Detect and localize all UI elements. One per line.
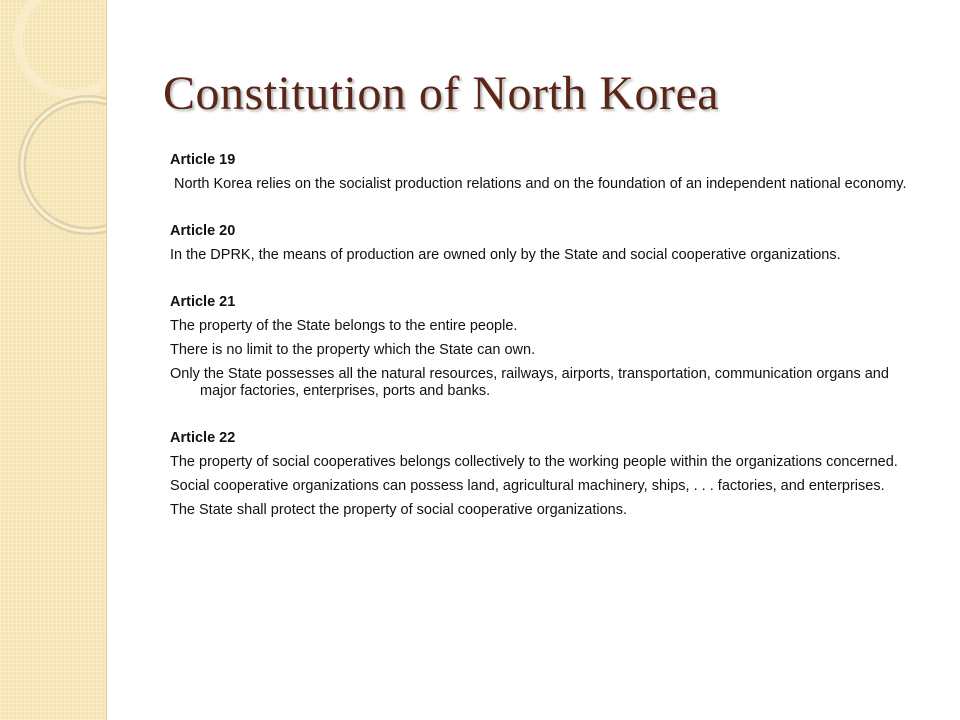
article-paragraph: Only the State possesses all the natural resources, railways, airports, transportation, communication organs and major factories, enterprises, ports and banks.	[170, 366, 889, 399]
article-heading: Article 22	[170, 430, 236, 446]
article-paragraph: The State shall protect the property of social cooperative organizations.	[170, 502, 628, 518]
decorative-rings-icon	[0, 0, 106, 720]
article-heading: Article 19	[170, 152, 236, 168]
article-22	[170, 430, 928, 519]
article-heading: Article 21	[170, 294, 236, 310]
article-paragraph: The property of social cooperatives belongs collectively to the working people within the organizations concerned.	[170, 454, 898, 470]
article-heading: Article 20	[170, 223, 236, 239]
article-paragraph: There is no limit to the property which the State can own.	[170, 342, 536, 358]
slide-title: Constitution of North Korea	[163, 67, 720, 120]
article-paragraph: Social cooperative organizations can possess land, agricultural machinery, ships, . . . factories, and enterprises.	[170, 478, 885, 494]
article-paragraph: In the DPRK, the means of production are owned only by the State and social cooperative organizations.	[170, 247, 841, 263]
article-paragraph: North Korea relies on the socialist production relations and on the foundation of an independent national economy.	[174, 176, 907, 192]
decorative-side-band	[0, 0, 107, 720]
article-20	[170, 223, 928, 264]
article-19	[170, 152, 928, 193]
slide-body	[170, 152, 928, 549]
article-21	[170, 294, 928, 400]
article-paragraph: The property of the State belongs to the entire people.	[170, 318, 518, 334]
